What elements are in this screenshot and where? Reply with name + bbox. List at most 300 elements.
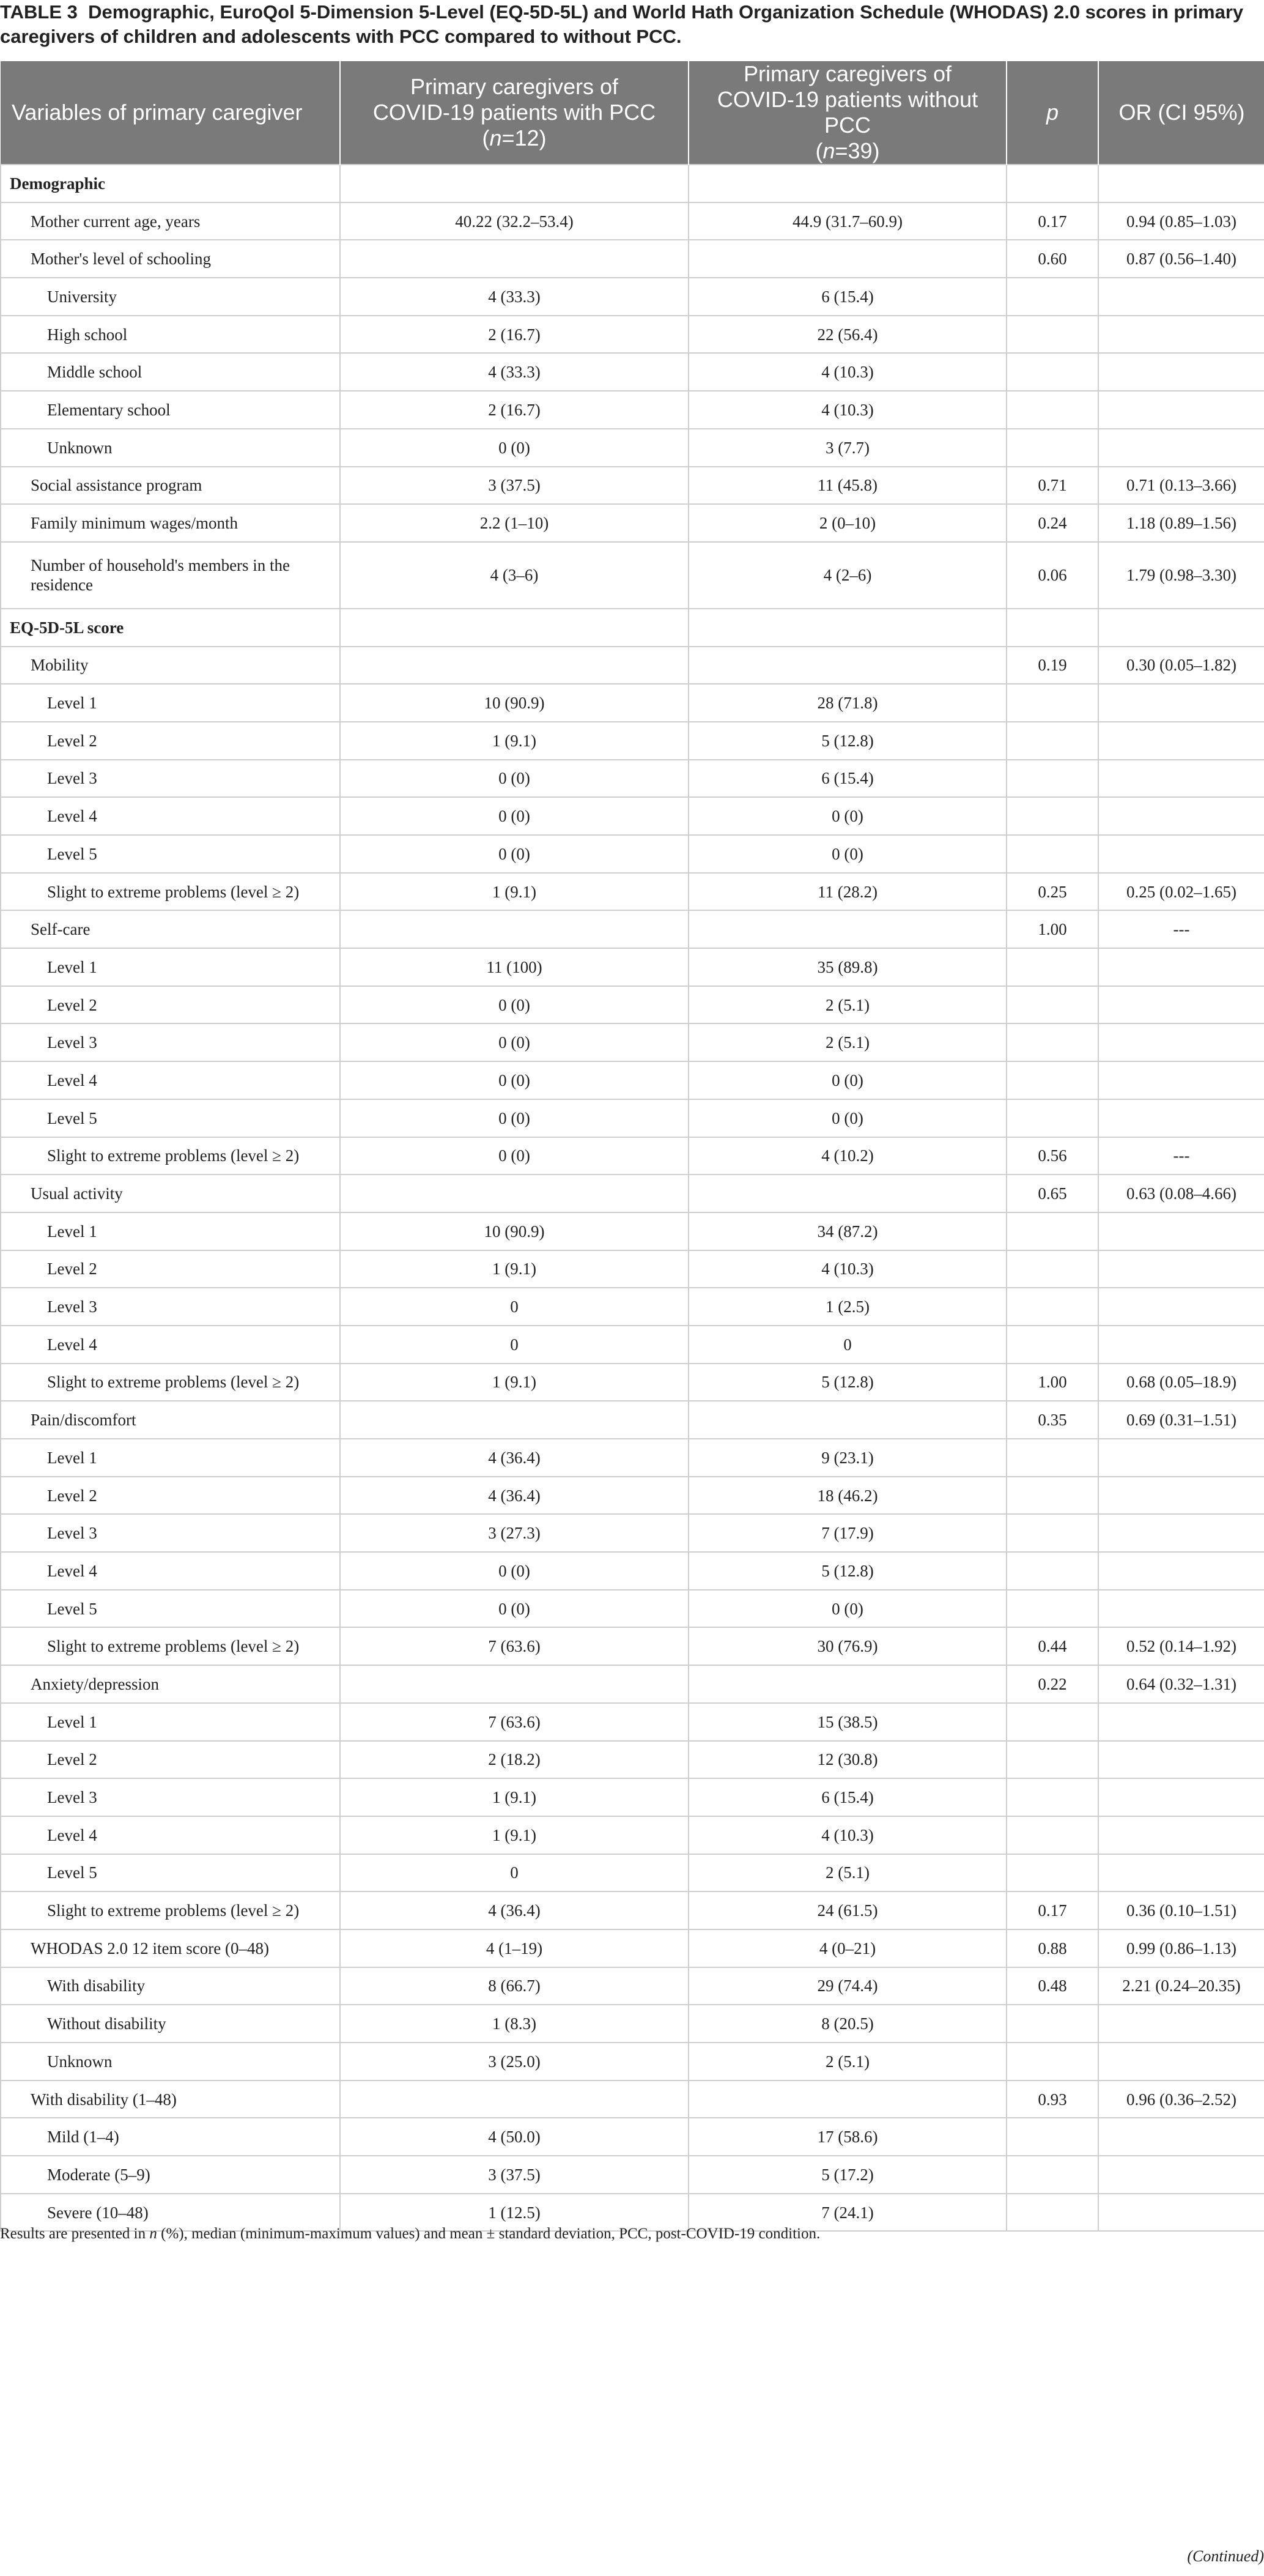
p-value-cell xyxy=(1007,1099,1098,1137)
variable-cell: Level 5 xyxy=(1,1854,340,1892)
odds-ratio-cell xyxy=(1098,1061,1264,1099)
without-pcc-cell: 2 (0–10) xyxy=(689,504,1007,542)
p-value-cell xyxy=(1007,1514,1098,1552)
p-value-cell xyxy=(1007,986,1098,1024)
table-row xyxy=(1,1212,1264,1250)
table-row xyxy=(1,1061,1264,1099)
p-value-cell xyxy=(1007,2043,1098,2080)
table-row xyxy=(1,1590,1264,1628)
without-pcc-cell: 0 (0) xyxy=(689,835,1007,873)
p-value-cell xyxy=(1007,1590,1098,1628)
without-pcc-cell: 4 (10.3) xyxy=(689,1250,1007,1288)
p-value-cell xyxy=(1007,1741,1098,1779)
table-row xyxy=(1,835,1264,873)
with-pcc-cell: 0 xyxy=(340,1326,689,1364)
with-pcc-cell: 4 (36.4) xyxy=(340,1891,689,1929)
with-pcc-cell xyxy=(340,647,689,685)
with-pcc-cell: 0 (0) xyxy=(340,835,689,873)
with-pcc-cell: 0 (0) xyxy=(340,1137,689,1175)
table-row xyxy=(1,1665,1264,1703)
variable-cell: Moderate (5–9) xyxy=(1,2156,340,2194)
section-row xyxy=(1,609,1264,647)
table-row xyxy=(1,1175,1264,1212)
table-row xyxy=(1,1023,1264,1061)
p-value-cell: 0.60 xyxy=(1007,240,1098,278)
odds-ratio-cell: 0.99 (0.86–1.13) xyxy=(1098,1929,1264,1967)
without-pcc-cell: 8 (20.5) xyxy=(689,2005,1007,2043)
variable-cell: Level 3 xyxy=(1,1288,340,1326)
with-pcc-cell: 2 (16.7) xyxy=(340,316,689,354)
with-pcc-cell: 2.2 (1–10) xyxy=(340,504,689,542)
p-value-cell: 0.88 xyxy=(1007,1929,1098,1967)
table-body xyxy=(1,165,1264,2231)
odds-ratio-cell xyxy=(1098,1477,1264,1515)
without-pcc-cell xyxy=(689,910,1007,948)
p-value-cell xyxy=(1007,1061,1098,1099)
without-pcc-cell: 0 (0) xyxy=(689,1061,1007,1099)
header-odds-ratio: OR (CI 95%) xyxy=(1098,61,1264,165)
odds-ratio-cell: 0.25 (0.02–1.65) xyxy=(1098,873,1264,911)
without-pcc-cell: 5 (12.8) xyxy=(689,722,1007,760)
variable-cell: With disability xyxy=(1,1967,340,2005)
p-value-cell xyxy=(1007,1477,1098,1515)
with-pcc-cell: 4 (50.0) xyxy=(340,2118,689,2156)
with-pcc-cell: 1 (9.1) xyxy=(340,1364,689,1401)
table-row xyxy=(1,1288,1264,1326)
with-pcc-cell: 3 (37.5) xyxy=(340,2156,689,2194)
without-pcc-cell: 44.9 (31.7–60.9) xyxy=(689,202,1007,240)
odds-ratio-cell xyxy=(1098,1778,1264,1816)
odds-ratio-cell xyxy=(1098,1741,1264,1779)
variable-cell: Slight to extreme problems (level ≥ 2) xyxy=(1,873,340,911)
with-pcc-cell: 1 (8.3) xyxy=(340,2005,689,2043)
variable-cell: Level 1 xyxy=(1,1703,340,1741)
header-with-pcc-line1: Primary caregivers of xyxy=(410,74,619,99)
p-value-cell xyxy=(1007,1023,1098,1061)
with-pcc-cell: 10 (90.9) xyxy=(340,684,689,722)
without-pcc-cell: 4 (10.3) xyxy=(689,1816,1007,1854)
p-value-cell: 1.00 xyxy=(1007,910,1098,948)
variable-cell: University xyxy=(1,278,340,316)
p-value-cell xyxy=(1007,316,1098,354)
variable-cell: Level 2 xyxy=(1,1741,340,1779)
with-pcc-cell: 0 xyxy=(340,1854,689,1892)
table-row xyxy=(1,910,1264,948)
footnote-n: n xyxy=(149,2225,157,2242)
variable-cell: Without disability xyxy=(1,2005,340,2043)
variable-cell: Level 4 xyxy=(1,1061,340,1099)
variable-cell: Level 4 xyxy=(1,1552,340,1590)
odds-ratio-cell: 0.87 (0.56–1.40) xyxy=(1098,240,1264,278)
odds-ratio-cell xyxy=(1098,1326,1264,1364)
p-value-cell xyxy=(1007,391,1098,429)
variable-cell: Anxiety/depression xyxy=(1,1665,340,1703)
variable-cell: EQ-5D-5L score xyxy=(1,609,340,647)
without-pcc-cell: 5 (12.8) xyxy=(689,1552,1007,1590)
table-row xyxy=(1,2156,1264,2194)
without-pcc-cell: 2 (5.1) xyxy=(689,1854,1007,1892)
p-value-cell xyxy=(1007,1326,1098,1364)
with-pcc-cell: 3 (27.3) xyxy=(340,1514,689,1552)
with-pcc-cell: 0 (0) xyxy=(340,760,689,798)
p-value-cell xyxy=(1007,1703,1098,1741)
variable-cell: Level 4 xyxy=(1,1326,340,1364)
odds-ratio-cell xyxy=(1098,429,1264,467)
p-value-cell: 0.93 xyxy=(1007,2080,1098,2118)
header-without-pcc-line1: Primary caregivers of xyxy=(743,61,952,86)
without-pcc-cell: 4 (0–21) xyxy=(689,1929,1007,1967)
p-value-cell: 0.44 xyxy=(1007,1627,1098,1665)
table-label: TABLE 3 xyxy=(0,1,78,23)
without-pcc-cell: 22 (56.4) xyxy=(689,316,1007,354)
with-pcc-cell: 0 (0) xyxy=(340,429,689,467)
without-pcc-cell: 0 (0) xyxy=(689,797,1007,835)
p-value-cell xyxy=(1007,1250,1098,1288)
table-row xyxy=(1,202,1264,240)
without-pcc-cell: 29 (74.4) xyxy=(689,1967,1007,2005)
odds-ratio-cell xyxy=(1098,1212,1264,1250)
table-row xyxy=(1,316,1264,354)
p-value-cell xyxy=(1007,1854,1098,1892)
odds-ratio-cell xyxy=(1098,1439,1264,1477)
header-with-pcc-n: (n=12) xyxy=(482,125,547,150)
without-pcc-cell: 4 (10.2) xyxy=(689,1137,1007,1175)
with-pcc-cell xyxy=(340,2080,689,2118)
p-value-cell xyxy=(1007,429,1098,467)
variable-cell: Level 1 xyxy=(1,948,340,986)
with-pcc-cell xyxy=(340,910,689,948)
variable-cell: Level 4 xyxy=(1,1816,340,1854)
p-value-cell: 0.24 xyxy=(1007,504,1098,542)
without-pcc-cell: 6 (15.4) xyxy=(689,278,1007,316)
without-pcc-cell: 0 (0) xyxy=(689,1590,1007,1628)
p-value-cell xyxy=(1007,2118,1098,2156)
header-without-pcc-line2: COVID-19 patients without PCC xyxy=(717,87,978,138)
odds-ratio-cell xyxy=(1098,760,1264,798)
with-pcc-cell: 4 (36.4) xyxy=(340,1477,689,1515)
odds-ratio-cell xyxy=(1098,391,1264,429)
without-pcc-cell: 30 (76.9) xyxy=(689,1627,1007,1665)
odds-ratio-cell xyxy=(1098,1703,1264,1741)
with-pcc-cell xyxy=(340,609,689,647)
variable-cell: Middle school xyxy=(1,353,340,391)
table-row xyxy=(1,2080,1264,2118)
odds-ratio-cell xyxy=(1098,2118,1264,2156)
odds-ratio-cell xyxy=(1098,1250,1264,1288)
variable-cell: Level 2 xyxy=(1,986,340,1024)
odds-ratio-cell: 0.68 (0.05–18.9) xyxy=(1098,1364,1264,1401)
variable-cell: Level 5 xyxy=(1,1099,340,1137)
table-row xyxy=(1,722,1264,760)
with-pcc-cell: 0 (0) xyxy=(340,986,689,1024)
without-pcc-cell: 18 (46.2) xyxy=(689,1477,1007,1515)
variable-cell: Family minimum wages/month xyxy=(1,504,340,542)
table-row xyxy=(1,467,1264,505)
variable-cell: Level 3 xyxy=(1,1023,340,1061)
odds-ratio-cell xyxy=(1098,2005,1264,2043)
table-row xyxy=(1,1099,1264,1137)
without-pcc-cell: 9 (23.1) xyxy=(689,1439,1007,1477)
with-pcc-cell: 0 (0) xyxy=(340,797,689,835)
p-value-cell: 0.48 xyxy=(1007,1967,1098,2005)
p-value-cell xyxy=(1007,1816,1098,1854)
p-value-cell xyxy=(1007,1288,1098,1326)
table-caption xyxy=(0,0,1260,49)
table-row xyxy=(1,1967,1264,2005)
table-footnote xyxy=(0,2224,1260,2244)
variable-cell: Pain/discomfort xyxy=(1,1401,340,1439)
p-value-cell: 1.00 xyxy=(1007,1364,1098,1401)
table-row xyxy=(1,1741,1264,1779)
without-pcc-cell xyxy=(689,2080,1007,2118)
table-row xyxy=(1,1477,1264,1515)
odds-ratio-cell xyxy=(1098,353,1264,391)
variable-cell: Slight to extreme problems (level ≥ 2) xyxy=(1,1891,340,1929)
with-pcc-cell: 0 (0) xyxy=(340,1552,689,1590)
without-pcc-cell xyxy=(689,1175,1007,1212)
with-pcc-cell: 4 (36.4) xyxy=(340,1439,689,1477)
variable-cell: Level 5 xyxy=(1,1590,340,1628)
p-value-cell: 0.56 xyxy=(1007,1137,1098,1175)
variable-cell: Number of household's members in the residence xyxy=(1,542,340,609)
p-value-cell xyxy=(1007,835,1098,873)
table-row xyxy=(1,684,1264,722)
without-pcc-cell: 0 (0) xyxy=(689,1099,1007,1137)
with-pcc-cell: 4 (33.3) xyxy=(340,278,689,316)
with-pcc-cell: 1 (12.5) xyxy=(340,2194,689,2232)
table-row xyxy=(1,986,1264,1024)
p-value-cell: 0.17 xyxy=(1007,202,1098,240)
header-p-label: p xyxy=(1046,100,1059,125)
table-title: Demographic, EuroQol 5-Dimension 5-Level (EQ-5D-5L) and World Hath Organization Schedule (WHODAS) 2.0 scores in primary caregivers of children and adolescents with PCC compared to without PCC. xyxy=(0,1,1244,47)
with-pcc-cell: 0 (0) xyxy=(340,1061,689,1099)
odds-ratio-cell: --- xyxy=(1098,910,1264,948)
with-pcc-cell xyxy=(340,1401,689,1439)
header-with-pcc-line2: COVID-19 patients with PCC xyxy=(372,100,656,125)
odds-ratio-cell xyxy=(1098,1552,1264,1590)
variable-cell: Unknown xyxy=(1,429,340,467)
with-pcc-cell xyxy=(340,1665,689,1703)
odds-ratio-cell xyxy=(1098,165,1264,202)
table-row xyxy=(1,948,1264,986)
variable-cell: With disability (1–48) xyxy=(1,2080,340,2118)
table-row xyxy=(1,873,1264,911)
without-pcc-cell: 4 (10.3) xyxy=(689,353,1007,391)
table-row xyxy=(1,1627,1264,1665)
header-variables: Variables of primary caregiver xyxy=(1,61,340,165)
without-pcc-cell: 6 (15.4) xyxy=(689,760,1007,798)
table-row xyxy=(1,504,1264,542)
table-row xyxy=(1,1854,1264,1892)
table-row xyxy=(1,2118,1264,2156)
variable-cell: Level 1 xyxy=(1,1212,340,1250)
header-without-pcc xyxy=(689,61,1007,165)
p-value-cell: 0.71 xyxy=(1007,467,1098,505)
without-pcc-cell: 7 (17.9) xyxy=(689,1514,1007,1552)
p-value-cell xyxy=(1007,1439,1098,1477)
table-row xyxy=(1,1891,1264,1929)
header-with-pcc xyxy=(340,61,689,165)
table-row xyxy=(1,2043,1264,2080)
p-value-cell xyxy=(1007,353,1098,391)
variable-cell: Level 5 xyxy=(1,835,340,873)
variable-cell: WHODAS 2.0 12 item score (0–48) xyxy=(1,1929,340,1967)
without-pcc-cell: 35 (89.8) xyxy=(689,948,1007,986)
variable-cell: Usual activity xyxy=(1,1175,340,1212)
with-pcc-cell: 1 (9.1) xyxy=(340,1778,689,1816)
odds-ratio-cell xyxy=(1098,948,1264,986)
table-row xyxy=(1,797,1264,835)
odds-ratio-cell xyxy=(1098,1514,1264,1552)
table-row xyxy=(1,1439,1264,1477)
table-row xyxy=(1,647,1264,685)
odds-ratio-cell xyxy=(1098,316,1264,354)
variable-cell: Slight to extreme problems (level ≥ 2) xyxy=(1,1364,340,1401)
without-pcc-cell xyxy=(689,1665,1007,1703)
without-pcc-cell: 11 (28.2) xyxy=(689,873,1007,911)
results-table xyxy=(0,61,1264,2232)
variable-cell: Level 1 xyxy=(1,684,340,722)
table-row xyxy=(1,2005,1264,2043)
with-pcc-cell: 10 (90.9) xyxy=(340,1212,689,1250)
without-pcc-cell: 17 (58.6) xyxy=(689,2118,1007,2156)
table-row xyxy=(1,1401,1264,1439)
without-pcc-cell: 1 (2.5) xyxy=(689,1288,1007,1326)
table-header xyxy=(1,61,1264,165)
without-pcc-cell xyxy=(689,609,1007,647)
p-value-cell xyxy=(1007,760,1098,798)
variable-cell: Mother's level of schooling xyxy=(1,240,340,278)
odds-ratio-cell xyxy=(1098,1288,1264,1326)
odds-ratio-cell: 0.52 (0.14–1.92) xyxy=(1098,1627,1264,1665)
variable-cell: Level 3 xyxy=(1,1778,340,1816)
odds-ratio-cell xyxy=(1098,835,1264,873)
without-pcc-cell: 3 (7.7) xyxy=(689,429,1007,467)
odds-ratio-cell xyxy=(1098,1590,1264,1628)
odds-ratio-cell xyxy=(1098,797,1264,835)
variable-cell: Level 4 xyxy=(1,797,340,835)
odds-ratio-cell xyxy=(1098,684,1264,722)
footnote-rest: (%), median (minimum-maximum values) and mean ± standard deviation, PCC, post-COVID-19 condition. xyxy=(157,2225,821,2242)
with-pcc-cell: 4 (33.3) xyxy=(340,353,689,391)
with-pcc-cell: 3 (37.5) xyxy=(340,467,689,505)
p-value-cell xyxy=(1007,609,1098,647)
variable-cell: Self-care xyxy=(1,910,340,948)
odds-ratio-cell xyxy=(1098,986,1264,1024)
variable-cell: Social assistance program xyxy=(1,467,340,505)
without-pcc-cell: 5 (17.2) xyxy=(689,2156,1007,2194)
odds-ratio-cell: 1.79 (0.98–3.30) xyxy=(1098,542,1264,609)
odds-ratio-cell xyxy=(1098,2156,1264,2194)
with-pcc-cell xyxy=(340,165,689,202)
variable-cell: Slight to extreme problems (level ≥ 2) xyxy=(1,1137,340,1175)
without-pcc-cell: 2 (5.1) xyxy=(689,2043,1007,2080)
without-pcc-cell: 0 xyxy=(689,1326,1007,1364)
variable-cell: Mild (1–4) xyxy=(1,2118,340,2156)
variable-cell: Demographic xyxy=(1,165,340,202)
p-value-cell: 0.25 xyxy=(1007,873,1098,911)
section-row xyxy=(1,165,1264,202)
without-pcc-cell: 4 (10.3) xyxy=(689,391,1007,429)
with-pcc-cell: 1 (9.1) xyxy=(340,1816,689,1854)
table-row xyxy=(1,1778,1264,1816)
with-pcc-cell xyxy=(340,240,689,278)
p-value-cell xyxy=(1007,278,1098,316)
p-value-cell xyxy=(1007,1778,1098,1816)
without-pcc-cell: 2 (5.1) xyxy=(689,1023,1007,1061)
with-pcc-cell: 0 (0) xyxy=(340,1590,689,1628)
with-pcc-cell: 8 (66.7) xyxy=(340,1967,689,2005)
table-row xyxy=(1,1929,1264,1967)
p-value-cell xyxy=(1007,797,1098,835)
odds-ratio-cell: 0.36 (0.10–1.51) xyxy=(1098,1891,1264,1929)
odds-ratio-cell: 0.71 (0.13–3.66) xyxy=(1098,467,1264,505)
header-without-pcc-n: (n=39) xyxy=(815,138,880,163)
with-pcc-cell: 4 (1–19) xyxy=(340,1929,689,1967)
with-pcc-cell: 0 (0) xyxy=(340,1023,689,1061)
variable-cell: Level 3 xyxy=(1,760,340,798)
table-row xyxy=(1,353,1264,391)
odds-ratio-cell: 1.18 (0.89–1.56) xyxy=(1098,504,1264,542)
variable-cell: Level 3 xyxy=(1,1514,340,1552)
without-pcc-cell: 15 (38.5) xyxy=(689,1703,1007,1741)
p-value-cell: 0.35 xyxy=(1007,1401,1098,1439)
table-row xyxy=(1,1703,1264,1741)
with-pcc-cell: 1 (9.1) xyxy=(340,1250,689,1288)
without-pcc-cell xyxy=(689,165,1007,202)
odds-ratio-cell: --- xyxy=(1098,1137,1264,1175)
without-pcc-cell xyxy=(689,240,1007,278)
odds-ratio-cell: 2.21 (0.24–20.35) xyxy=(1098,1967,1264,2005)
variable-cell: Level 2 xyxy=(1,1477,340,1515)
without-pcc-cell: 4 (2–6) xyxy=(689,542,1007,609)
p-value-cell xyxy=(1007,1212,1098,1250)
with-pcc-cell: 1 (9.1) xyxy=(340,873,689,911)
table-row xyxy=(1,1137,1264,1175)
variable-cell: Mother current age, years xyxy=(1,202,340,240)
variable-cell: Level 1 xyxy=(1,1439,340,1477)
odds-ratio-cell: 0.94 (0.85–1.03) xyxy=(1098,202,1264,240)
variable-cell: High school xyxy=(1,316,340,354)
p-value-cell xyxy=(1007,165,1098,202)
odds-ratio-cell xyxy=(1098,1023,1264,1061)
continued-label: (Continued) xyxy=(1187,2547,1264,2565)
without-pcc-cell: 34 (87.2) xyxy=(689,1212,1007,1250)
footnote-prefix: Results are presented in xyxy=(0,2225,150,2242)
p-value-cell: 0.22 xyxy=(1007,1665,1098,1703)
p-value-cell xyxy=(1007,1552,1098,1590)
with-pcc-cell: 0 xyxy=(340,1288,689,1326)
odds-ratio-cell xyxy=(1098,1816,1264,1854)
without-pcc-cell: 7 (24.1) xyxy=(689,2194,1007,2232)
table-row xyxy=(1,1250,1264,1288)
variable-cell: Unknown xyxy=(1,2043,340,2080)
variable-cell: Elementary school xyxy=(1,391,340,429)
p-value-cell xyxy=(1007,2156,1098,2194)
without-pcc-cell: 11 (45.8) xyxy=(689,467,1007,505)
without-pcc-cell xyxy=(689,647,1007,685)
odds-ratio-cell: 0.30 (0.05–1.82) xyxy=(1098,647,1264,685)
without-pcc-cell: 24 (61.5) xyxy=(689,1891,1007,1929)
table-row xyxy=(1,542,1264,609)
p-value-cell: 0.65 xyxy=(1007,1175,1098,1212)
with-pcc-cell: 7 (63.6) xyxy=(340,1703,689,1741)
with-pcc-cell: 2 (16.7) xyxy=(340,391,689,429)
with-pcc-cell xyxy=(340,1175,689,1212)
odds-ratio-cell xyxy=(1098,1854,1264,1892)
without-pcc-cell: 6 (15.4) xyxy=(689,1778,1007,1816)
table-row xyxy=(1,278,1264,316)
